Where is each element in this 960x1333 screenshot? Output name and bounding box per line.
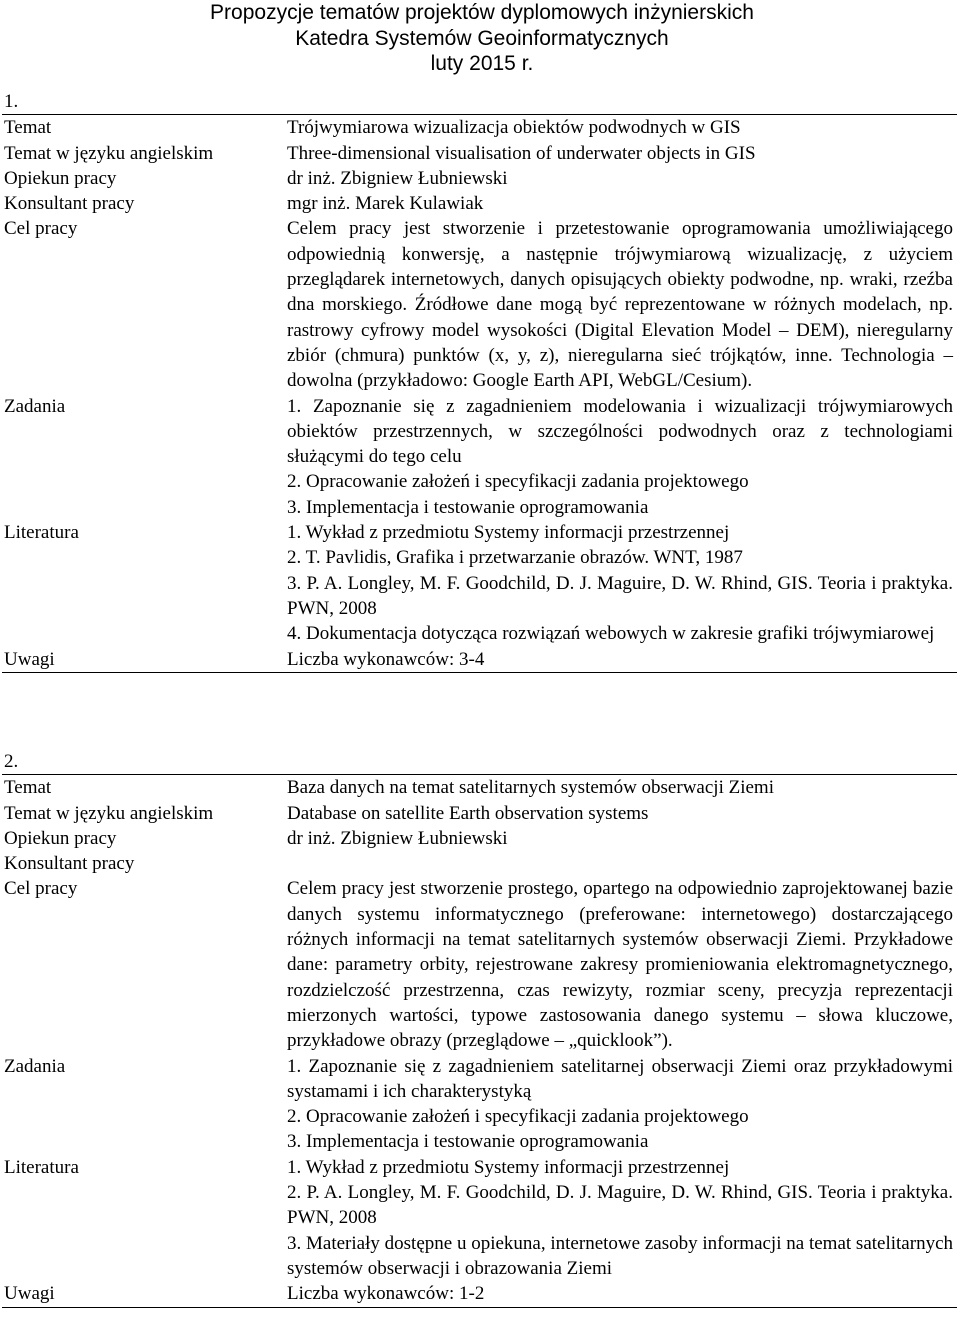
value-konsultant-text (287, 851, 953, 876)
label-konsultant: Konsultant pracy (4, 853, 135, 875)
label-uwagi: Uwagi (4, 1283, 55, 1305)
zadanie-item: 3. Implementacja i testowanie oprogramowania (287, 1131, 649, 1153)
topic-table-1 (2, 114, 957, 673)
value-zadania (283, 394, 957, 520)
value-temat: Trójwymiarowa wizualizacja obiektów podwodnych w GIS (287, 117, 741, 139)
topic-number: 1. (4, 91, 19, 112)
document-title: Propozycje tematów projektów dyplomowych inżynierskich (210, 1, 754, 24)
row-temat (2, 115, 957, 141)
label-temat-en: Temat w języku angielskim (4, 802, 214, 824)
value-opiekun: dr inż. Zbigniew Łubniewski (287, 167, 508, 189)
value-literatura (283, 520, 957, 646)
document-header (0, 0, 960, 77)
label-uwagi: Uwagi (4, 648, 55, 670)
value-uwagi: Liczba wykonawców: 1-2 (287, 1283, 485, 1305)
row-konsultant (2, 191, 957, 216)
row-konsultant (2, 851, 957, 876)
row-zadania (2, 394, 957, 520)
literatura-item: 3. Materiały dostępne u opiekuna, internetowe zasoby informacji na temat satelitarnych systemów obserwacji i obrazowania Ziemi (287, 1232, 953, 1279)
row-cel (2, 876, 957, 1053)
literatura-item: 1. Wykład z przedmiotu Systemy informacji przestrzennej (287, 1156, 730, 1178)
literatura-item: 1. Wykład z przedmiotu Systemy informacji przestrzennej (287, 522, 730, 544)
label-temat: Temat (4, 777, 52, 799)
zadanie-item: 1. Zapoznanie się z zagadnieniem modelowania i wizualizacji trójwymiarowych obiektów przestrzennych, w szczególności podwodnych oraz z technologiami służącymi do tego celu (287, 395, 953, 468)
label-temat-en: Temat w języku angielskim (4, 142, 214, 164)
label-cel: Cel pracy (4, 878, 78, 900)
row-literatura (2, 1155, 957, 1281)
row-literatura (2, 520, 957, 646)
value-zadania (283, 1054, 957, 1155)
literatura-item: 4. Dokumentacja dotycząca rozwiązań webowych w zakresie grafiki trójwymiarowej (287, 623, 935, 645)
department-name: Katedra Systemów Geoinformatycznych (295, 26, 669, 50)
label-konsultant: Konsultant pracy (4, 193, 135, 215)
value-literatura (283, 1155, 957, 1281)
zadanie-item: 3. Implementacja i testowanie oprogramowania (287, 496, 649, 518)
label-cel: Cel pracy (4, 218, 78, 240)
value-temat: Baza danych na temat satelitarnych systemów obserwacji Ziemi (287, 777, 774, 799)
zadanie-item: 1. Zapoznanie się z zagadnieniem satelitarnej obserwacji Ziemi oraz przykładowymi systamami i ich charakterystyką (287, 1055, 953, 1102)
value-temat-en: Database on satellite Earth observation systems (287, 802, 649, 824)
row-temat (2, 775, 957, 801)
topic-section-2 (0, 749, 960, 1308)
label-literatura: Literatura (4, 522, 79, 544)
row-cel (2, 216, 957, 393)
document-date: luty 2015 r. (430, 52, 534, 75)
value-uwagi: Liczba wykonawców: 3-4 (287, 648, 485, 670)
label-temat: Temat (4, 117, 52, 139)
zadanie-item: 2. Opracowanie założeń i specyfikacji zadania projektowego (287, 1106, 749, 1128)
row-temat-en (2, 801, 957, 826)
topic-section-1 (0, 89, 960, 673)
label-zadania: Zadania (4, 395, 66, 417)
row-zadania (2, 1054, 957, 1155)
value-opiekun: dr inż. Zbigniew Łubniewski (287, 827, 508, 849)
topic-table-2 (2, 774, 957, 1307)
row-opiekun (2, 826, 957, 851)
label-opiekun: Opiekun pracy (4, 167, 117, 189)
label-zadania: Zadania (4, 1055, 66, 1077)
value-cel: Celem pracy jest stworzenie prostego, opartego na odpowiednio zaprojektowanej bazie danych systemu informatycznego (preferowane: internetowego) dostarczającego różnych informacji na temat satelitarnych systemów obserwacji Ziemi. Przykładowe dane: parametry orbity, rejestrowane zakresy promieniowania elektromagnetycznego, rozdzielczość przestrzenna, czas rewizyty, rozmiar sceny, precyzja reprezentacji mierzonych wartości, typowe zastosowania danego systemu – słowa kluczowe, przykładowe obrazy (przeglądowe – „quicklook”). (287, 878, 953, 1052)
literatura-item: 2. T. Pavlidis, Grafika i przetwarzanie obrazów. WNT, 1987 (287, 547, 743, 569)
zadanie-item: 2. Opracowanie założeń i specyfikacji zadania projektowego (287, 471, 749, 493)
value-konsultant (283, 851, 957, 876)
topic-number: 2. (4, 751, 19, 772)
value-cel: Celem pracy jest stworzenie i przetestowanie oprogramowania umożliwiającego odpowiednią konwersję, a następnie trójwymiarową wizualizację, z użyciem przeglądarek internetowych, danych opisujących obiekty podwodne, np. wraki, rzeźba dna morskiego. Źródłowe dane mogą być reprezentowane w różnych modelach, np. rastrowy cyfrowy model wysokości (Digital Elevation Model – DEM), nieregularny zbiór (chmura) punktów (x, y, z), nieregularna sieć trójkątów, inne. Technologia – dowolna (przykładowo: Google Earth API, WebGL/Cesium). (287, 218, 953, 392)
literatura-item: 3. P. A. Longley, M. F. Goodchild, D. J. Maguire, D. W. Rhind, GIS. Teoria i praktyka. PWN, 2008 (287, 572, 953, 619)
label-literatura: Literatura (4, 1156, 79, 1178)
row-uwagi (2, 647, 957, 673)
row-uwagi (2, 1281, 957, 1307)
row-temat-en (2, 141, 957, 166)
value-temat-en: Three-dimensional visualisation of underwater objects in GIS (287, 142, 756, 164)
value-konsultant: mgr inż. Marek Kulawiak (287, 193, 484, 215)
label-opiekun: Opiekun pracy (4, 827, 117, 849)
literatura-item: 2. P. A. Longley, M. F. Goodchild, D. J. Maguire, D. W. Rhind, GIS. Teoria i praktyka. PWN, 2008 (287, 1182, 953, 1229)
row-opiekun (2, 166, 957, 191)
